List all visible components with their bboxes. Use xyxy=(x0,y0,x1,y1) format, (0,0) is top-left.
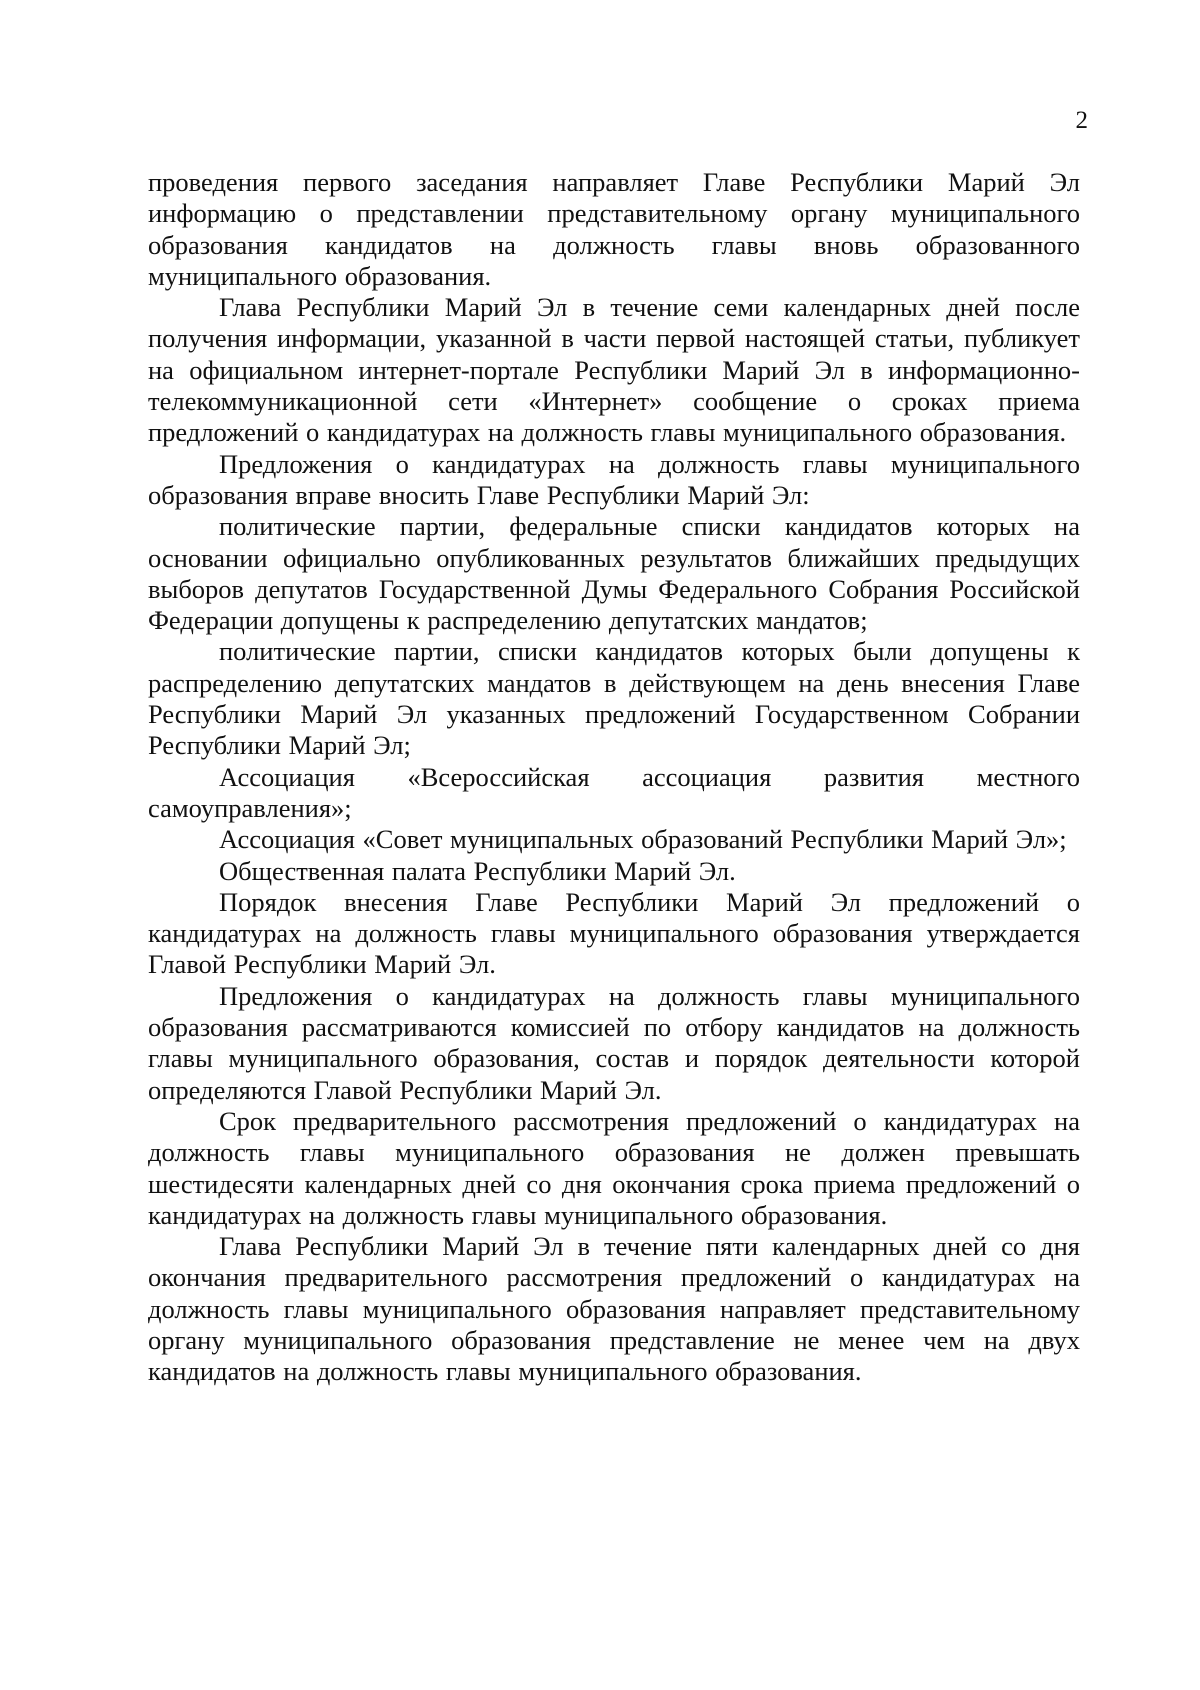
paragraph: Предложения о кандидатурах на должность главы муниципального образования рассматриваются комиссией по отбору кандидатов на должность главы муниципального образования, состав и порядок деятельности которой определяются Главой Республики Марий Эл. xyxy=(148,980,1080,1105)
list-item: Ассоциация «Совет муниципальных образований Республики Марий Эл»; xyxy=(219,824,1067,855)
paragraph: Порядок внесения Главе Республики Марий Эл предложений о кандидатурах на должность главы муниципального образования утверждается Главой Республики Марий Эл. xyxy=(148,886,1080,980)
document-body xyxy=(148,167,1080,1388)
list-item: Общественная палата Республики Марий Эл. xyxy=(219,855,736,886)
paragraph: Глава Республики Марий Эл в течение пяти календарных дней со дня окончания предварительного рассмотрения предложений о кандидатурах на должность главы муниципального образования направляет представительному органу муниципального образования представление не менее чем на двух кандидатов на должность главы муниципального образования. xyxy=(148,1231,1080,1387)
paragraph: Предложения о кандидатурах на должность главы муниципального образования вправе вносить Главе Республики Марий Эл: xyxy=(148,448,1080,510)
list-item: Ассоциация «Всероссийская ассоциация развития местного самоуправления»; xyxy=(148,761,1080,823)
page-number: 2 xyxy=(1075,107,1088,134)
list-item: политические партии, списки кандидатов которых были допущены к распределению депутатских мандатов в действующем на день внесения Главе Республики Марий Эл указанных предложений Государственном Собрании Республики Марий Эл; xyxy=(148,636,1080,761)
paragraph: Глава Республики Марий Эл в течение семи календарных дней после получения информации, указанной в части первой настоящей статьи, публикует на официальном интернет-портале Республики Марий Эл в информационно-телекоммуникационной сети «Интернет» сообщение о сроках приема предложений о кандидатурах на должность главы муниципального образования. xyxy=(148,292,1080,448)
paragraph: Срок предварительного рассмотрения предложений о кандидатурах на должность главы муниципального образования не должен превышать шестидесяти календарных дней со дня окончания срока приема предложений о кандидатурах на должность главы муниципального образования. xyxy=(148,1105,1080,1230)
paragraph: проведения первого заседания направляет Главе Республики Марий Эл информацию о представлении представительному органу муниципального образования кандидатов на должность главы вновь образованного муниципального образования. xyxy=(148,167,1080,291)
list-item: политические партии, федеральные списки кандидатов которых на основании официально опубликованных результатов ближайших предыдущих выборов депутатов Государственной Думы Федерального Собрания Российской Федерации допущены к распределению депутатских мандатов; xyxy=(148,511,1080,636)
